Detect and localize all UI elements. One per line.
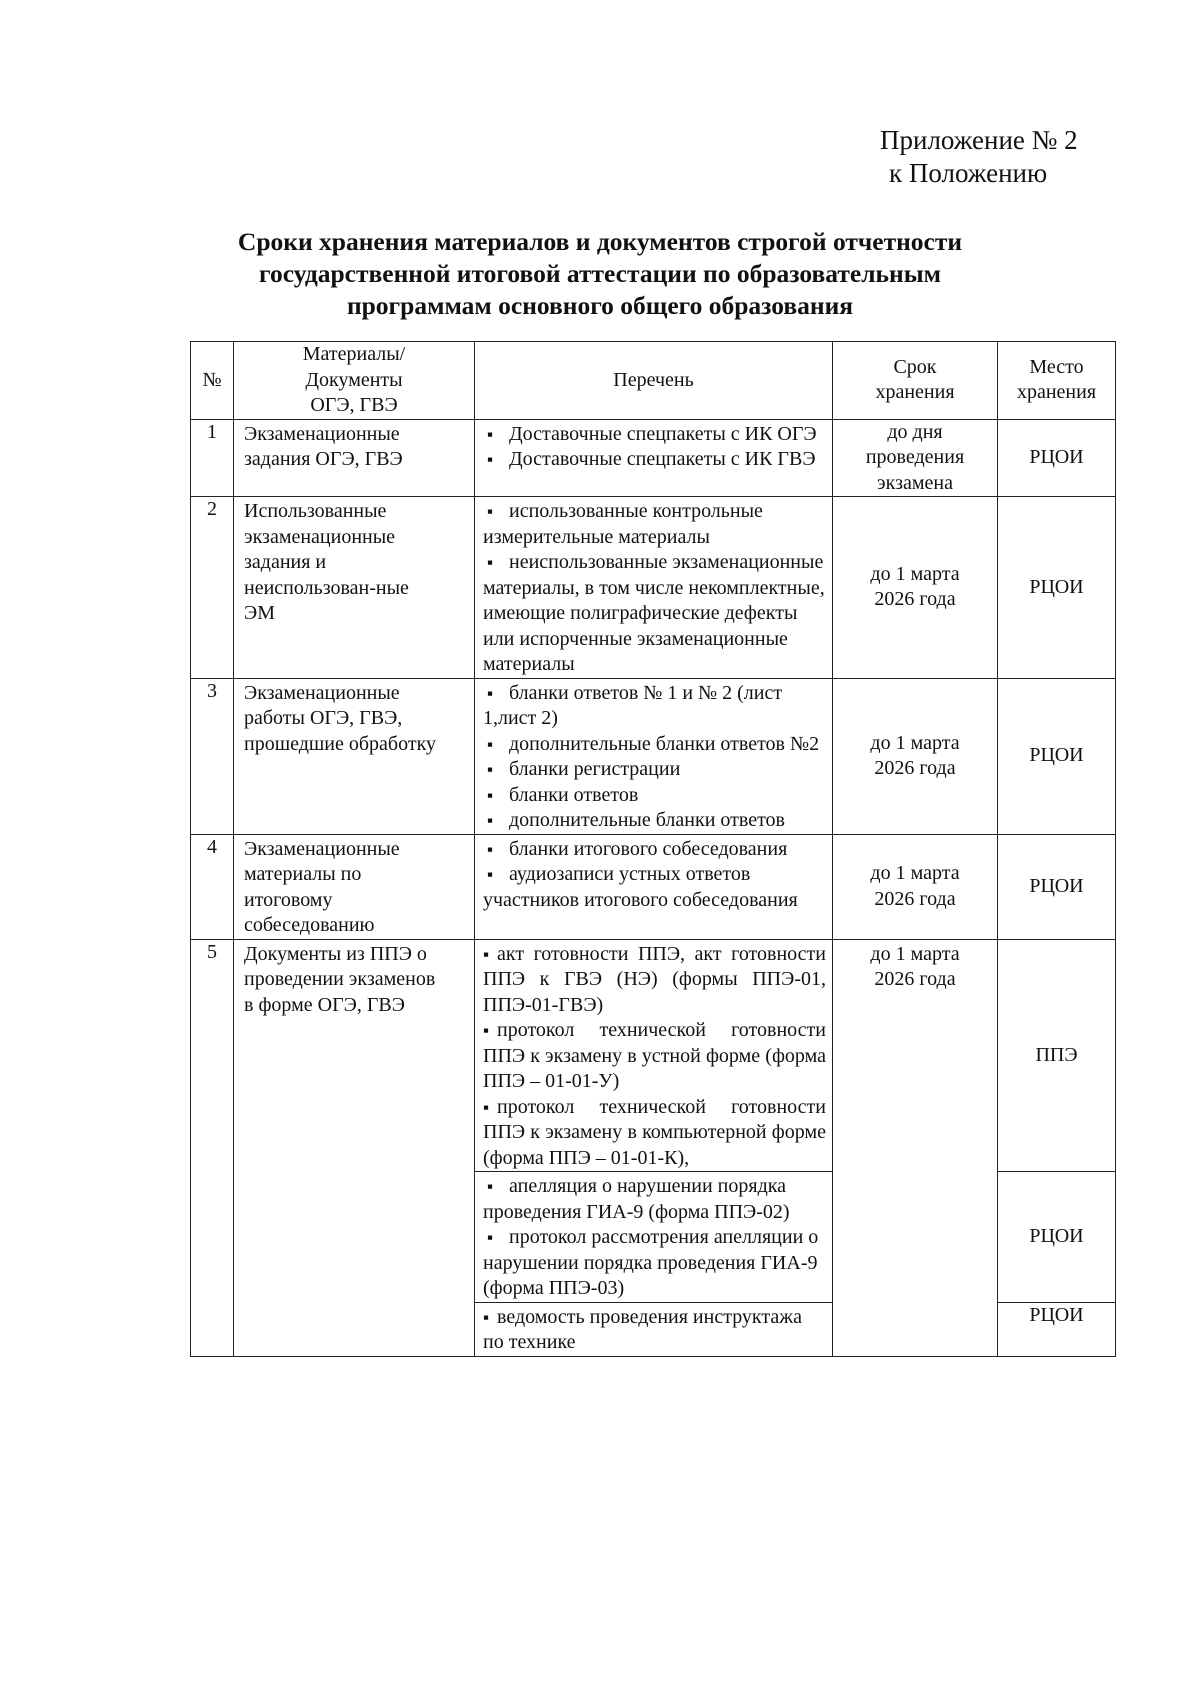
table-header-row (191, 342, 1116, 420)
header-num: № (191, 342, 234, 420)
term-line: до 1 марта (870, 862, 960, 884)
term-line: до 1 марта (870, 942, 960, 965)
term-line: 2026 года (874, 588, 956, 611)
list-item-text: Доставочные спецпакеты с ИК ГВЭ (509, 448, 816, 470)
list-item-text: использованные контрольные измерительные материалы (483, 500, 763, 548)
term-line: экзамена (877, 471, 953, 494)
term-line: 2026 года (874, 968, 956, 990)
row-materials (234, 834, 475, 939)
row-place: РЦОИ (998, 678, 1116, 834)
list-item-text: ведомость проведения инструктажа по технике (483, 1305, 802, 1353)
term-line: до 1 марта (870, 731, 960, 754)
materials-line: неиспользован-ные (244, 576, 409, 599)
materials-line: задания и (244, 551, 327, 573)
row-number: 5 (191, 939, 234, 1356)
header-materials-line: Материалы/ (302, 343, 406, 365)
row-materials (234, 419, 475, 497)
row-term (833, 497, 998, 679)
header-list: Перечень (475, 342, 833, 420)
table-row (191, 419, 1116, 497)
list-item-text: неиспользованные экзаменационные материалы, в том числе некомплектные, имеющие полиграфические дефекты или испорченные экзаменационные материалы (483, 551, 825, 675)
row-list (475, 939, 833, 1172)
header-term-line: хранения (875, 381, 955, 404)
row-list (475, 1302, 833, 1356)
materials-line: итоговому (244, 888, 333, 911)
materials-line: экзаменационные (244, 525, 396, 548)
list-item (483, 1018, 826, 1095)
header-materials-line: ОГЭ, ГВЭ (310, 394, 398, 416)
row-list (475, 834, 833, 939)
row-place: РЦОИ (998, 834, 1116, 939)
materials-line: Экзаменационные (244, 422, 400, 445)
row-list (475, 497, 833, 679)
materials-line: собеседованию (244, 914, 375, 936)
list-item-text: апелляция о нарушении порядка проведения ГИА-9 (форма ППЭ-02) (483, 1175, 790, 1223)
bullet-icon (483, 1095, 497, 1121)
list-item (483, 422, 826, 448)
bullet-icon (483, 1018, 497, 1044)
bullet-icon (483, 862, 509, 888)
bullet-icon (483, 550, 509, 576)
materials-line: проведении экзаменов (244, 968, 436, 990)
header-place-line: Место (1029, 355, 1084, 378)
list-item (483, 550, 826, 678)
bullet-icon (483, 732, 509, 758)
bullet-icon (483, 808, 509, 834)
list-item (483, 837, 826, 863)
bullet-icon (483, 1174, 509, 1200)
bullet-icon (483, 942, 497, 968)
table-row (191, 939, 1116, 1172)
title-line-2: государственной итоговой аттестации по образовательным (259, 259, 941, 288)
list-item (483, 499, 826, 550)
bullet-icon (483, 447, 509, 473)
row-place: ППЭ (998, 939, 1116, 1172)
list-item-text: аудиозаписи устных ответов участников итогового собеседования (483, 863, 798, 911)
term-line: до дня (887, 420, 943, 443)
row-term (833, 419, 998, 497)
materials-line: Экзаменационные (244, 681, 400, 704)
row-list (475, 678, 833, 834)
row-term (833, 834, 998, 939)
storage-table (190, 341, 1116, 1357)
row-materials (234, 939, 475, 1356)
materials-line: Использованные (244, 500, 387, 522)
list-item-text: протокол рассмотрения апелляции о нарушении порядка проведения ГИА-9 (форма ППЭ-03) (483, 1226, 819, 1299)
list-item-text: бланки итогового собеседования (509, 837, 788, 860)
list-item (483, 681, 826, 732)
row-number: 1 (191, 419, 234, 497)
list-item-text: дополнительные бланки ответов №2 (509, 732, 820, 755)
appendix-note (880, 124, 1078, 190)
table-row (191, 834, 1116, 939)
title-line-3: программам основного общего образования (346, 291, 854, 320)
materials-line: прошедшие обработку (244, 732, 437, 755)
list-item-text: протокол технической готовности ППЭ к экзамену в устной форме (форма ППЭ – 01-01-У) (483, 1019, 826, 1092)
list-item (483, 757, 826, 783)
list-item (483, 732, 826, 758)
list-item-text: Доставочные спецпакеты с ИК ОГЭ (509, 422, 817, 445)
materials-line: Экзаменационные (244, 837, 400, 860)
header-place (998, 342, 1116, 420)
materials-line: Документы из ППЭ о (244, 942, 427, 965)
bullet-icon (483, 783, 509, 809)
row-number: 4 (191, 834, 234, 939)
bullet-icon (483, 1225, 509, 1251)
row-materials (234, 678, 475, 834)
header-term (833, 342, 998, 420)
list-item-text: бланки регистрации (509, 758, 681, 780)
list-item-text: акт готовности ППЭ, акт готовности ППЭ к ГВЭ (НЭ) (формы ППЭ-01, ППЭ-01-ГВЭ) (483, 942, 826, 1016)
header-place-line: хранения (1016, 381, 1097, 404)
appendix-line-2: к Положению (889, 158, 1048, 188)
list-item (483, 1095, 826, 1172)
materials-line: в форме ОГЭ, ГВЭ (244, 993, 405, 1016)
appendix-line-1: Приложение № 2 (880, 125, 1078, 155)
materials-line: материалы по (244, 863, 362, 885)
header-term-line: Срок (893, 355, 937, 378)
list-item-text: дополнительные бланки ответов (509, 809, 785, 831)
row-term (833, 678, 998, 834)
list-item (483, 1305, 826, 1356)
table-row (191, 497, 1116, 679)
materials-line: работы ОГЭ, ГВЭ, (244, 707, 403, 729)
bullet-icon (483, 422, 509, 448)
list-item (483, 862, 826, 913)
row-place: РЦОИ (998, 419, 1116, 497)
header-materials (234, 342, 475, 420)
materials-line: задания ОГЭ, ГВЭ (244, 448, 403, 470)
bullet-icon (483, 681, 509, 707)
list-item (483, 942, 826, 1019)
table-row (191, 678, 1116, 834)
header-materials-line: Документы (305, 368, 403, 391)
term-line: 2026 года (874, 757, 956, 779)
row-place: РЦОИ (998, 497, 1116, 679)
list-item (483, 783, 826, 809)
materials-line: ЭМ (244, 602, 275, 624)
row-term (833, 939, 998, 1356)
document-title (150, 226, 1050, 322)
bullet-icon (483, 1305, 497, 1331)
row-list (475, 419, 833, 497)
row-list (475, 1172, 833, 1303)
row-place: РЦОИ (998, 1172, 1116, 1303)
title-line-1: Сроки хранения материалов и документов строгой отчетности (237, 227, 963, 256)
list-item-text: бланки ответов (509, 783, 639, 806)
list-item-text: протокол технической готовности ППЭ к экзамену в компьютерной форме (форма ППЭ – 01-01-К), (483, 1095, 826, 1169)
row-number: 2 (191, 497, 234, 679)
row-materials (234, 497, 475, 679)
bullet-icon (483, 499, 509, 525)
bullet-icon (483, 757, 509, 783)
list-item (483, 1225, 826, 1302)
list-item-text: бланки ответов № 1 и № 2 (лист 1,лист 2) (483, 681, 783, 729)
bullet-icon (483, 837, 509, 863)
row-number: 3 (191, 678, 234, 834)
term-line: до 1 марта (870, 562, 960, 585)
term-line: проведения (865, 446, 965, 468)
list-item (483, 808, 826, 834)
row-place: РЦОИ (998, 1302, 1116, 1356)
list-item (483, 447, 826, 473)
list-item (483, 1174, 826, 1225)
term-line: 2026 года (874, 887, 956, 910)
